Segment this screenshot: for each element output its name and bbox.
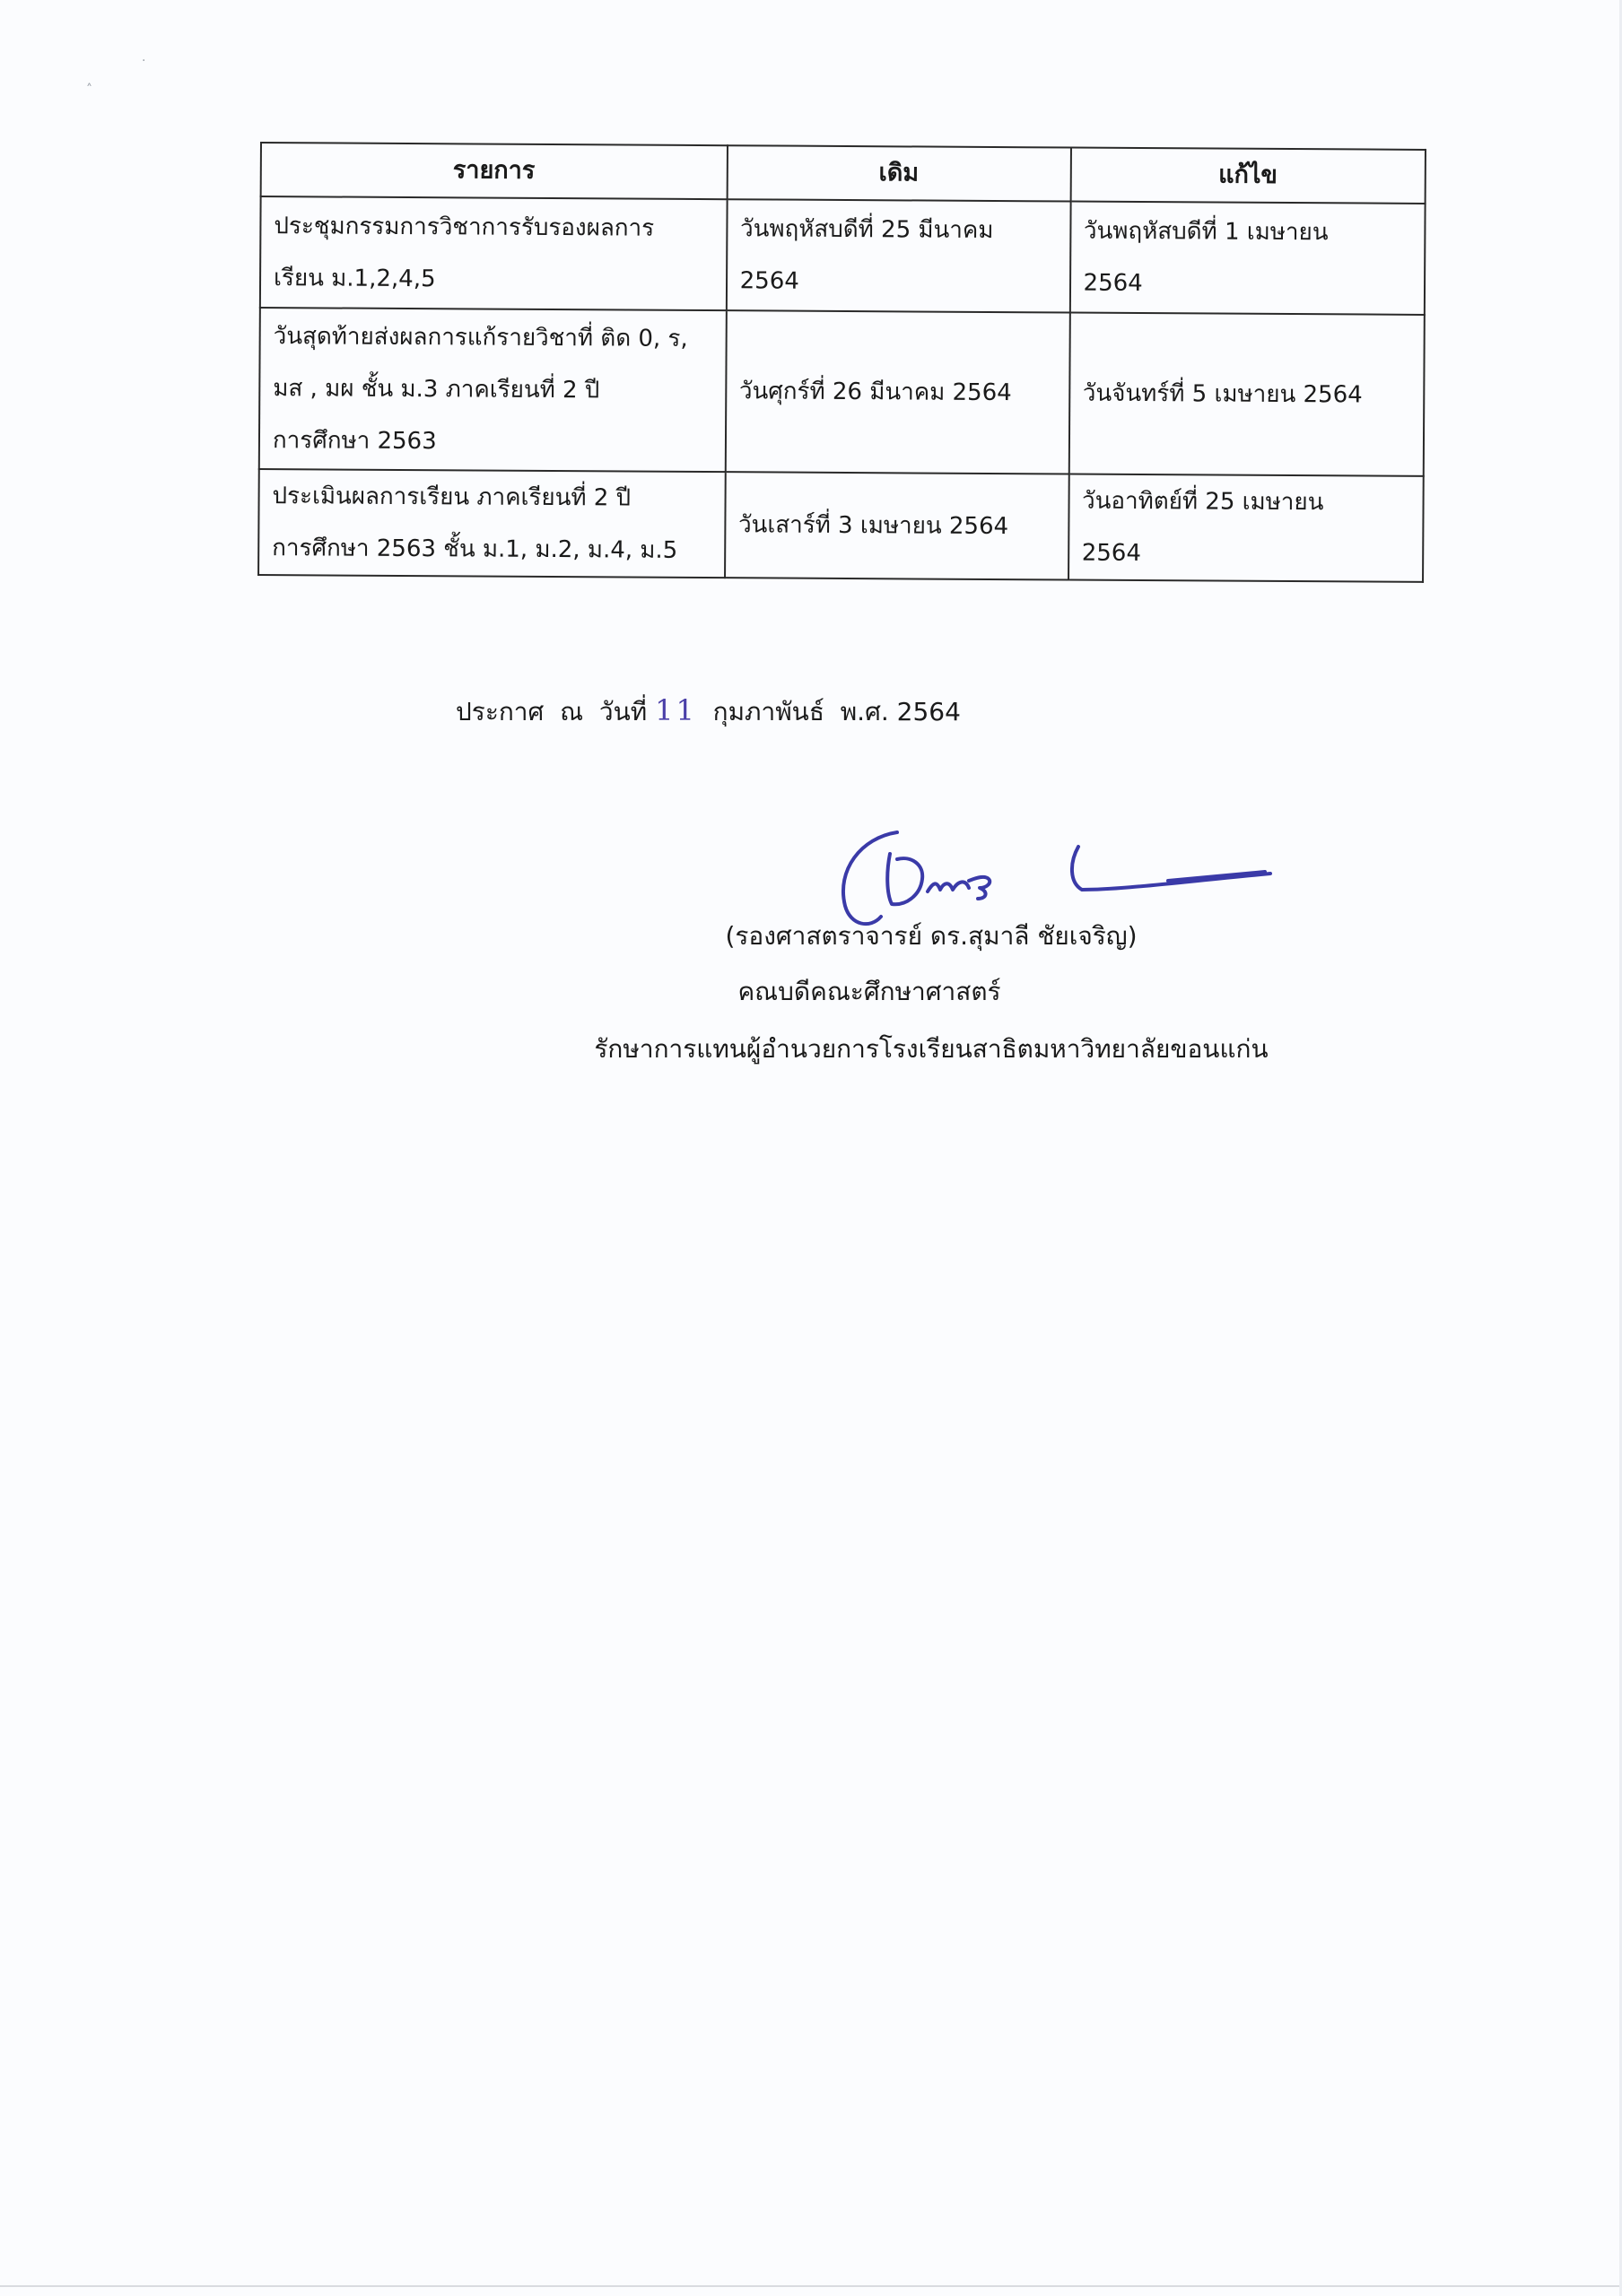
cell-item xyxy=(259,308,727,472)
header-item: รายการ xyxy=(261,143,728,199)
header-new: แก้ไข xyxy=(1070,148,1426,204)
cell-line: มส , มผ ชั้น ม.3 ภาคเรียนที่ 2 ปี xyxy=(273,375,600,404)
scan-speck: · xyxy=(142,54,146,68)
cell-line: วันศุกร์ที่ 26 มีนาคม 2564 xyxy=(738,378,1012,407)
cell-item xyxy=(260,196,727,310)
announcement-prefix: ประกาศ ณ วันที่ xyxy=(456,697,656,726)
table-header-row xyxy=(261,143,1426,204)
cell-line: การศึกษา 2563 xyxy=(272,427,437,456)
cell-line: วันจันทร์ที่ 5 เมษายน 2564 xyxy=(1082,379,1363,409)
signature xyxy=(834,816,1301,933)
signer-title: คณบดีคณะศึกษาศาสตร์ xyxy=(737,977,1001,1006)
cell-old xyxy=(725,310,1069,474)
announcement-line xyxy=(456,692,961,732)
cell-line: วันเสาร์ที่ 3 เมษายน 2564 xyxy=(737,511,1009,541)
cell-line: วันอาทิตย์ที่ 25 เมษายน xyxy=(1082,487,1324,517)
cell-line: 2564 xyxy=(1083,269,1143,298)
cell-line: 2564 xyxy=(1081,539,1142,568)
table-row xyxy=(259,308,1425,476)
announcement-suffix: กุมภาพันธ์ พ.ศ. 2564 xyxy=(696,697,961,726)
signer-name: (รองศาสตราจารย์ ดร.สุมาลี ชัยเจริญ) xyxy=(725,921,1138,951)
cell-new xyxy=(1069,202,1425,315)
schedule-table xyxy=(257,142,1426,583)
cell-new xyxy=(1068,313,1425,476)
cell-item xyxy=(258,469,725,578)
cell-line: วันสุดท้ายส่งผลการแก้รายวิชาที่ ติด 0, ร, xyxy=(273,323,688,352)
header-old: เดิม xyxy=(727,145,1070,201)
announcement-day: 11 xyxy=(655,693,697,727)
cell-line: 2564 xyxy=(739,267,799,295)
cell-old xyxy=(725,472,1069,579)
table-row xyxy=(258,469,1424,582)
cell-line: ประเมินผลการเรียน ภาคเรียนที่ 2 ปี xyxy=(272,483,632,512)
cell-line: เรียน ม.1,2,4,5 xyxy=(273,265,436,293)
cell-line: วันพฤหัสบดีที่ 25 มีนาคม xyxy=(739,215,994,244)
signer-acting-position: รักษาการแทนผู้อำนวยการโรงเรียนสาธิตมหาวิทยาลัยขอนแก่น xyxy=(594,1034,1269,1064)
cell-line: วันพฤหัสบดีที่ 1 เมษายน xyxy=(1083,217,1329,247)
cell-line: ประชุมกรรมการวิชาการรับรองผลการ xyxy=(274,213,655,242)
page-edge xyxy=(0,2285,1622,2287)
table-row xyxy=(260,196,1426,315)
cell-line: การศึกษา 2563 ชั้น ม.1, ม.2, ม.4, ม.5 xyxy=(272,535,678,564)
cell-new xyxy=(1068,474,1424,582)
scan-speck: ˄ xyxy=(86,83,92,97)
cell-old xyxy=(726,199,1070,312)
